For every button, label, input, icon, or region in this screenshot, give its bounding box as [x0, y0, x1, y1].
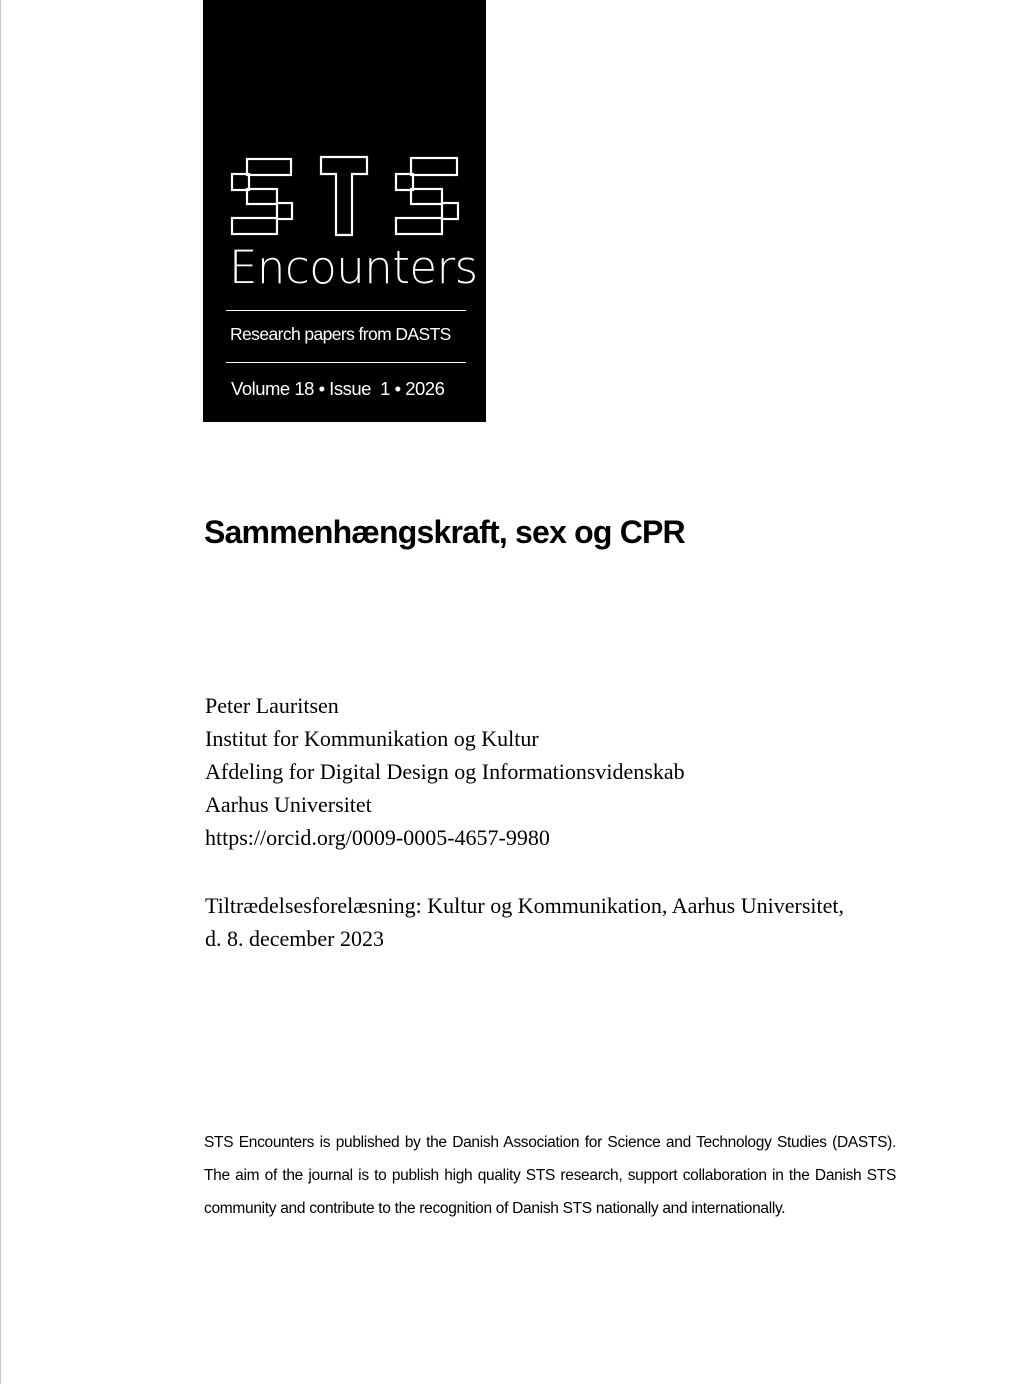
article-title: Sammenhængskraft, sex og CPR [204, 514, 685, 550]
author-name: Peter Lauritsen [205, 693, 339, 718]
affiliation-institute: Institut for Kommunikation og Kultur [205, 726, 539, 751]
journal-name: Encounters [229, 241, 478, 294]
cover-divider-bottom [226, 362, 466, 363]
lecture-note: Tiltrædelsesforelæsning: Kultur og Kommunikation, Aarhus Universitet, d. 8. december 2023 [205, 893, 844, 951]
sts-logo-icon [203, 0, 486, 260]
cover-divider-top [226, 310, 466, 311]
orcid-link[interactable]: https://orcid.org/0009-0005-4657-9980 [205, 825, 550, 850]
affiliation-university: Aarhus Universitet [205, 792, 372, 817]
affiliation-department: Afdeling for Digital Design og Informationsvidenskab [205, 759, 685, 784]
volume-issue-year: Volume 18 • Issue 1 • 2026 [231, 378, 445, 399]
journal-subtitle: Research papers from DASTS [230, 324, 451, 344]
author-block [205, 689, 685, 854]
journal-description: STS Encounters is published by the Danish Association for Science and Technology Studies (DASTS). The aim of the journal is to publish high quality STS research, support collaboration in the Danish STS community and contribute to the recognition of Danish STS nationally and internationally. [204, 1134, 896, 1217]
journal-cover-block [203, 0, 486, 422]
